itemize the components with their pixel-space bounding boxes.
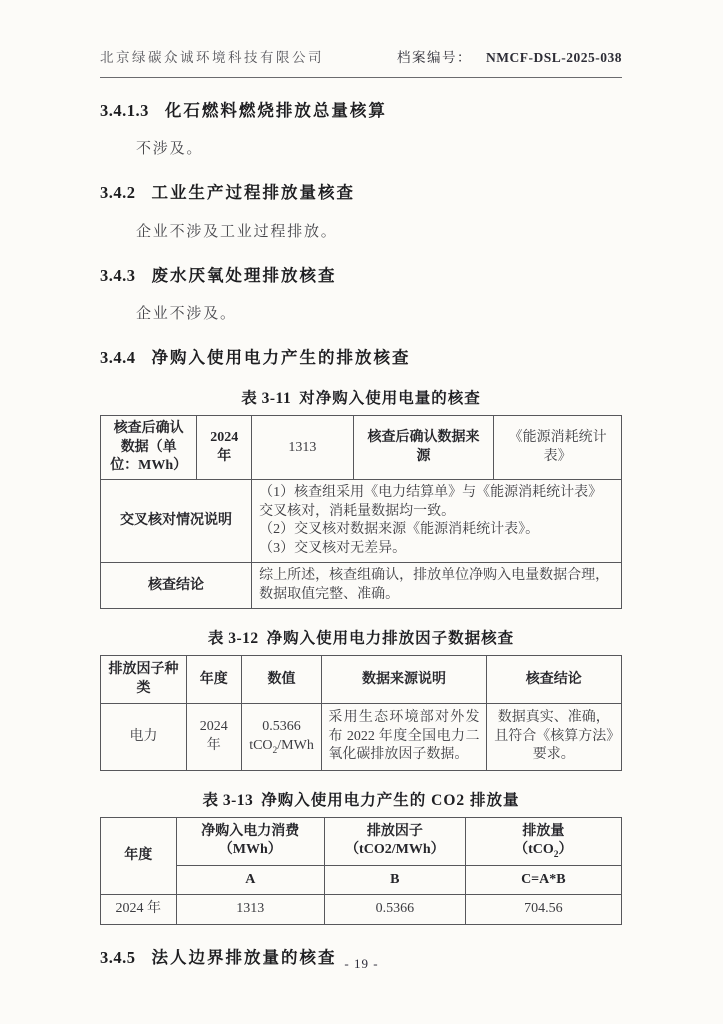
- caption-title: 对净购入使用电量的核查: [299, 390, 481, 408]
- t12-source-cell: 采用生态环境部对外发布 2022 年度全国电力二氧化碳排放因子数据。: [322, 704, 486, 770]
- crosscheck-line-2: （2）交叉核对数据来源《能源消耗统计表》。: [259, 522, 540, 538]
- t12-header-source: 数据来源说明: [322, 656, 486, 704]
- company-name: 北京绿碳众诚环境科技有限公司: [100, 50, 324, 65]
- heading-title: 废水厌氧处理排放核查: [151, 265, 337, 285]
- table-row: [101, 563, 622, 609]
- crosscheck-line-3: （3）交叉核对无差异。: [259, 540, 407, 556]
- t12-header-year: 年度: [186, 656, 241, 704]
- archive-number-block: [397, 46, 622, 66]
- caption-title: 净购入使用电力排放因子数据核查: [266, 630, 515, 648]
- t13-formula-b: B: [325, 865, 466, 894]
- crosscheck-line-1: （1）核查组采用《电力结算单》与《能源消耗统计表》交叉核对，消耗量数据均一致。: [259, 485, 603, 519]
- table-3-13-caption: [100, 788, 622, 810]
- t11-source-cell: 《能源消耗统计表》: [494, 416, 622, 480]
- caption-number: 表 3-11: [241, 390, 292, 408]
- t13-consumption-cell: 1313: [176, 895, 324, 924]
- paragraph: 企业不涉及。: [136, 305, 237, 322]
- t12-type-cell: 电力: [101, 704, 187, 770]
- t13-year-cell: 2024 年: [101, 895, 177, 924]
- table-row: [101, 704, 622, 770]
- page-header: [100, 46, 622, 78]
- heading-number: 3.4.4: [100, 347, 136, 367]
- heading-3-4-3: [100, 265, 622, 287]
- heading-title: 法人边界排放量的核查: [151, 947, 337, 967]
- archive-number: NMCF-DSL-2025-038: [486, 50, 622, 65]
- t11-source-label: 核查后确认数据来源: [353, 416, 494, 480]
- table-formula-row: [101, 865, 622, 894]
- table-header-row: [101, 656, 622, 704]
- heading-number: 3.4.5: [100, 947, 136, 967]
- t13-factor-cell: 0.5366: [325, 895, 466, 924]
- t13-formula-a: A: [176, 865, 324, 894]
- factor-value: 0.5366: [262, 719, 301, 735]
- t11-crosscheck-text: [252, 480, 622, 563]
- t12-header-factor-type: 排放因子种类: [101, 656, 187, 704]
- t13-header-factor: 排放因子 （tCO2/MWh）: [325, 817, 466, 865]
- heading-number: 3.4.1.3: [100, 101, 149, 120]
- caption-number: 表 3-12: [207, 630, 259, 648]
- t12-value-cell: [241, 704, 322, 770]
- heading-3-4-4: [100, 347, 622, 369]
- table-row: [101, 480, 622, 563]
- t11-year-cell: 2024 年: [197, 416, 252, 480]
- t13-header-year: 年度: [101, 817, 177, 894]
- t13-header-consumption: 净购入电力消费 （MWh）: [176, 817, 324, 865]
- paragraph: 企业不涉及工业过程排放。: [136, 223, 338, 240]
- heading-number: 3.4.3: [100, 265, 136, 285]
- table-header-row: [101, 817, 622, 865]
- t12-header-value: 数值: [241, 656, 322, 704]
- emission-unit: （tCO$_2$）: [514, 842, 573, 860]
- t11-conclusion-label: 核查结论: [101, 563, 252, 609]
- heading-3-4-1-3: [100, 100, 622, 122]
- table-3-11-caption: [100, 386, 622, 408]
- t11-confirmed-data-label: 核查后确认数据（单位：MWh）: [101, 416, 197, 480]
- archive-label: 档案编号：: [397, 50, 472, 65]
- table-3-13: [100, 817, 622, 925]
- factor-unit: tCO$_2$/MWh: [249, 737, 314, 756]
- t11-value-cell: 1313: [252, 416, 354, 480]
- t11-crosscheck-label: 交叉核对情况说明: [101, 480, 252, 563]
- caption-title: 净购入使用电力产生的 CO2 排放量: [261, 791, 520, 809]
- caption-number: 表 3-13: [202, 791, 254, 809]
- heading-title: 工业生产过程排放量核查: [151, 183, 355, 203]
- t11-conclusion-text: 综上所述，核查组确认，排放单位净购入电量数据合理，数据取值完整、准确。: [252, 563, 622, 609]
- table-row: [101, 416, 622, 480]
- t12-header-conclusion: 核查结论: [486, 656, 621, 704]
- t13-emission-cell: 704.56: [465, 895, 621, 924]
- heading-title: 净购入使用电力产生的排放核查: [151, 347, 411, 367]
- t12-conclusion-cell: 数据真实、准确，且符合《核算方法》要求。: [486, 704, 621, 770]
- table-3-12-caption: [100, 626, 622, 648]
- t12-year-cell: 2024 年: [186, 704, 241, 770]
- table-3-11: [100, 415, 622, 609]
- heading-title: 化石燃料燃烧排放总量核算: [164, 101, 387, 120]
- page-number: - 19 -: [344, 956, 379, 971]
- table-data-row: [101, 895, 622, 924]
- table-3-12: [100, 655, 622, 770]
- heading-number: 3.4.2: [100, 183, 136, 203]
- paragraph: 不涉及。: [136, 141, 204, 158]
- t13-header-emission: 排放量 （tCO$_2$）: [465, 817, 621, 865]
- t13-formula-c: C=A*B: [465, 865, 621, 894]
- heading-3-4-2: [100, 182, 622, 204]
